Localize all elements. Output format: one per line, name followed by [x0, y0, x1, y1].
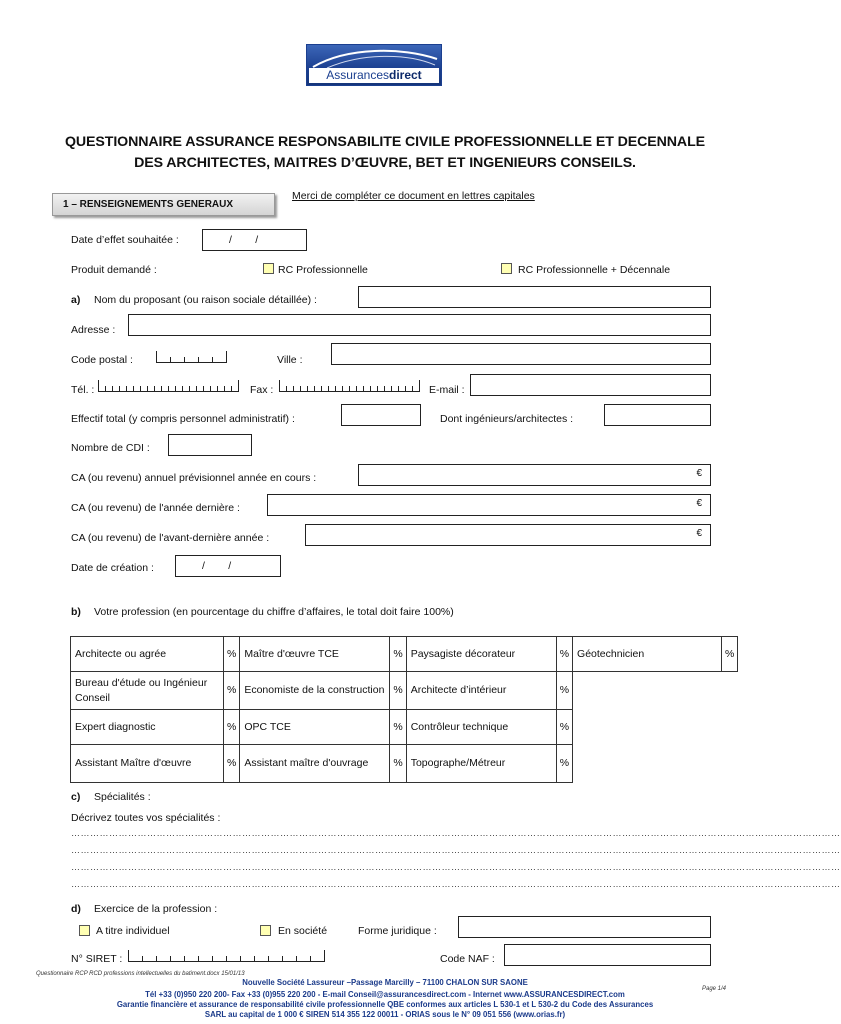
forme-juridique-field[interactable] [458, 916, 711, 938]
percent-cell[interactable]: % [224, 672, 240, 710]
profession-cell: Architecte ou agrée [71, 637, 224, 672]
table-row [71, 745, 738, 783]
date-effet-field[interactable] [202, 229, 307, 251]
table-row [71, 672, 738, 710]
creation-field[interactable] [175, 555, 281, 577]
ingenieurs-field[interactable] [604, 404, 711, 426]
email-field[interactable] [470, 374, 711, 396]
fax-label: Fax : [250, 384, 274, 396]
ingenieurs-label: Dont ingénieurs/architectes : [440, 413, 574, 425]
specialites-line-3[interactable]: ……………………………………………………………………………………………………………………………………………………………………………………………………………………… [71, 862, 841, 872]
percent-cell[interactable]: % [224, 637, 240, 672]
ca-year-before-label: CA (ou revenu) de l'avant-dernière année : [71, 532, 270, 544]
specialites-line-2[interactable]: ……………………………………………………………………………………………………………………………………………………………………………………………………………………… [71, 845, 841, 855]
nom-label: Nom du proposant (ou raison sociale détaillée) : [94, 294, 317, 306]
fax-field[interactable] [279, 380, 420, 392]
profession-cell: Bureau d'étude ou Ingénieur Conseil [71, 672, 224, 710]
profession-cell: Assistant Maître d'œuvre [71, 745, 224, 783]
empty-cell [573, 710, 738, 745]
adresse-label: Adresse : [71, 324, 116, 336]
table-row [71, 710, 738, 745]
swoosh-icon [307, 45, 441, 69]
individuel-checkbox[interactable] [79, 925, 90, 936]
percent-cell[interactable]: % [224, 745, 240, 783]
ca-last-year-field[interactable] [267, 494, 711, 516]
percent-cell[interactable]: % [390, 672, 406, 710]
rc-pro-decennale-label: RC Professionnelle + Décennale [518, 264, 671, 276]
effectif-label: Effectif total (y compris personnel administratif) : [71, 413, 295, 425]
ca-current-label: CA (ou revenu) annuel prévisionnel année en cours : [71, 472, 317, 484]
percent-cell[interactable]: % [556, 710, 572, 745]
company-footer [0, 978, 770, 1021]
ca-year-before-field[interactable] [305, 524, 711, 546]
section-d-marker: d) [71, 903, 81, 915]
percent-cell[interactable]: % [556, 745, 572, 783]
siret-label: N° SIRET : [71, 953, 123, 965]
profession-cell: Expert diagnostic [71, 710, 224, 745]
percent-cell[interactable]: % [390, 745, 406, 783]
individuel-label: A titre individuel [96, 925, 170, 937]
specialites-line-4[interactable]: ……………………………………………………………………………………………………………………………………………………………………………………………………………………… [71, 879, 841, 889]
code-postal-field[interactable] [156, 351, 227, 363]
produit-label: Produit demandé : [71, 264, 157, 276]
nom-field[interactable] [358, 286, 711, 308]
email-label: E-mail : [429, 384, 465, 396]
empty-cell [573, 672, 738, 710]
section-1-tab [52, 193, 275, 216]
percent-cell[interactable]: % [390, 710, 406, 745]
percent-cell[interactable]: % [224, 710, 240, 745]
footer-legal: SARL au capital de 1 000 € SIREN 514 355 122 00011 - ORIAS sous le N° 09 051 556 (www.orias.fr) [204, 1010, 566, 1020]
adresse-field[interactable] [128, 314, 711, 336]
tel-label: Tél. : [71, 384, 95, 396]
company-logo [306, 44, 442, 86]
tel-field[interactable] [98, 380, 239, 392]
percent-cell[interactable]: % [556, 672, 572, 710]
ville-label: Ville : [277, 354, 303, 366]
effectif-field[interactable] [341, 404, 421, 426]
profession-cell: Assistant maître d'ouvrage [240, 745, 390, 783]
code-postal-label: Code postal : [71, 354, 133, 366]
page-title [0, 132, 770, 174]
percent-cell[interactable]: % [390, 637, 406, 672]
rc-pro-checkbox[interactable] [263, 263, 274, 274]
specialites-instruction: Décrivez toutes vos spécialités : [71, 812, 221, 824]
naf-field[interactable] [504, 944, 711, 966]
profession-cell: Architecte d’intérieur [406, 672, 556, 710]
capital-letters-instruction: Merci de compléter ce document en lettres capitales [292, 190, 535, 202]
profession-cell: Economiste de la construction [240, 672, 390, 710]
euro-sign: € [696, 468, 702, 479]
ca-current-field[interactable] [358, 464, 711, 486]
section-1-tab-label: 1 – RENSEIGNEMENTS GENERAUX [63, 199, 234, 210]
euro-sign: € [696, 528, 702, 539]
profession-cell: Paysagiste décorateur [406, 637, 556, 672]
cdi-field[interactable] [168, 434, 252, 456]
section-c-label: Spécialités : [94, 791, 151, 803]
societe-label: En société [278, 925, 328, 937]
profession-table [70, 636, 738, 783]
page-number: Page 1/4 [702, 986, 727, 992]
ca-last-year-label: CA (ou revenu) de l'année dernière : [71, 502, 240, 514]
profession-cell: Contrôleur technique [406, 710, 556, 745]
logo-text-normal: Assurances [326, 68, 389, 82]
document-reference: Questionnaire RCP RCD professions intellectuelles du batiment.docx 15/01/13 [36, 971, 245, 977]
title-line-1: QUESTIONNAIRE ASSURANCE RESPONSABILITE CIVILE PROFESSIONNELLE ET DECENNALE [64, 134, 706, 150]
percent-cell[interactable]: % [556, 637, 572, 672]
empty-cell [573, 745, 738, 783]
footer-address: Nouvelle Société Lassureur –Passage Marcilly – 71100 CHALON SUR SAONE [242, 978, 528, 987]
profession-cell: Géotechnicien [573, 637, 722, 672]
logo-text-bold: direct [389, 68, 422, 82]
footer-contact: Tél +33 (0)950 220 200- Fax +33 (0)955 220 200 - E-mail Conseil@assurancesdirect.com - Internet www.ASSURANCESDIRECT.com [145, 990, 625, 1000]
specialites-line-1[interactable]: ……………………………………………………………………………………………………………………………………………………………………………………………………………………… [71, 828, 841, 838]
profession-cell: Maître d'œuvre TCE [240, 637, 390, 672]
footer-guarantee: Garantie financière et assurance de responsabilité civile professionnelle QBE conformes aux articles L 530-1 et L 530-2 du Code des Assurances [116, 1000, 654, 1010]
euro-sign: € [696, 498, 702, 509]
date-effet-label: Date d’effet souhaitée : [71, 234, 179, 246]
table-row [71, 637, 738, 672]
cdi-label: Nombre de CDI : [71, 442, 150, 454]
societe-checkbox[interactable] [260, 925, 271, 936]
ville-field[interactable] [331, 343, 711, 365]
rc-pro-decennale-checkbox[interactable] [501, 263, 512, 274]
profession-cell: OPC TCE [240, 710, 390, 745]
section-c-marker: c) [71, 791, 81, 803]
section-d-label: Exercice de la profession : [94, 903, 218, 915]
forme-juridique-label: Forme juridique : [358, 925, 437, 937]
creation-slashes: / / [202, 560, 232, 572]
creation-label: Date de création : [71, 562, 154, 574]
section-a-marker: a) [71, 294, 81, 306]
section-b-marker: b) [71, 606, 81, 618]
rc-pro-label: RC Professionnelle [278, 264, 368, 276]
naf-label: Code NAF : [440, 953, 495, 965]
date-effet-slashes: / / [229, 234, 259, 246]
percent-cell[interactable]: % [722, 637, 738, 672]
section-b-label: Votre profession (en pourcentage du chiffre d’affaires, le total doit faire 100%) [94, 606, 454, 618]
siret-field[interactable] [128, 950, 325, 962]
logo-text-bar [309, 68, 439, 83]
title-line-2: DES ARCHITECTES, MAITRES D’ŒUVRE, BET ET INGENIEURS CONSEILS. [134, 155, 636, 171]
profession-cell: Topographe/Métreur [406, 745, 556, 783]
